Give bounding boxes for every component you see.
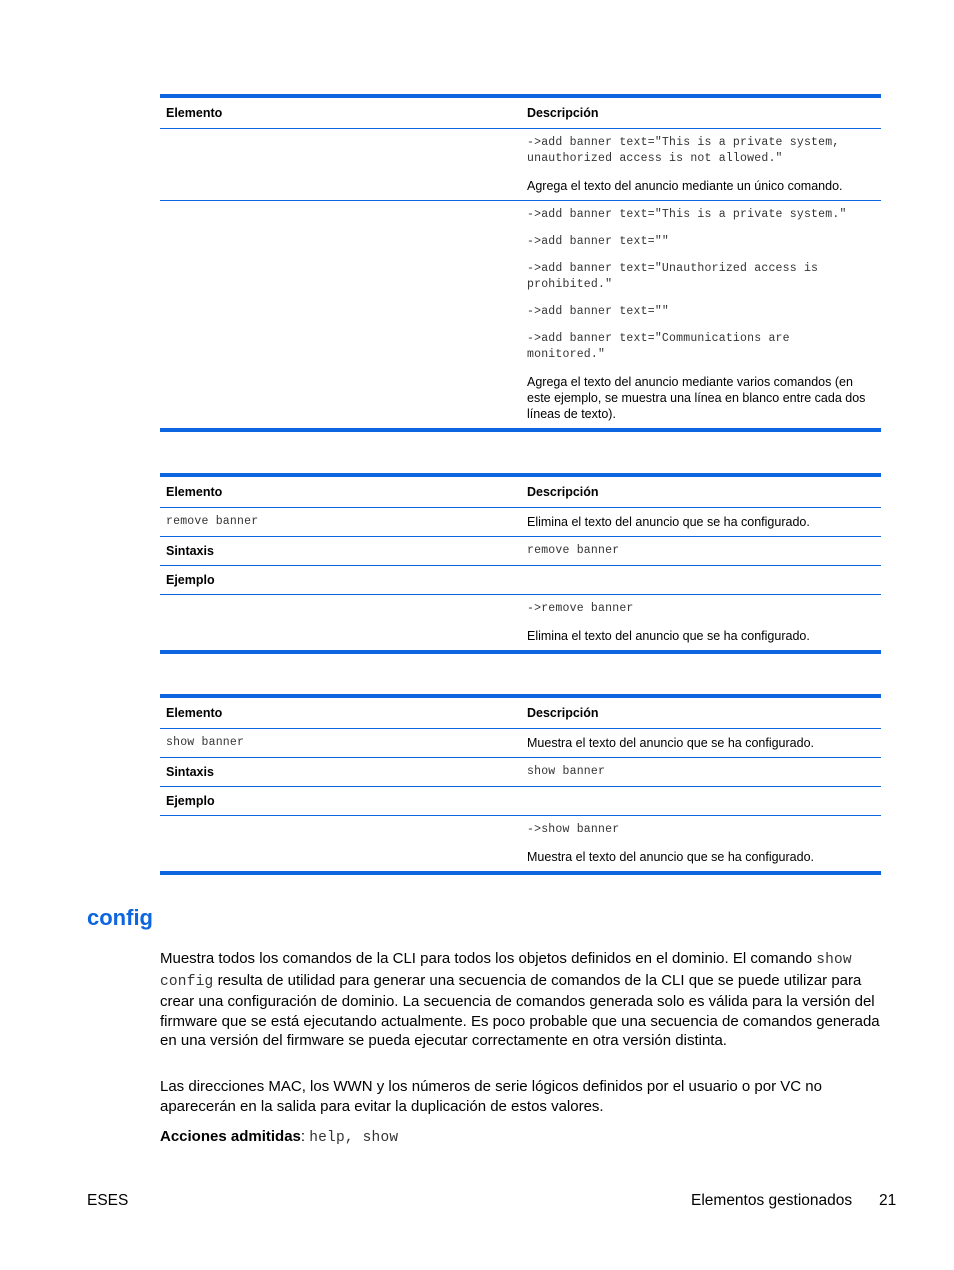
- page-number: 21: [879, 1192, 897, 1209]
- actions-label: Acciones admitidas: [160, 1128, 301, 1145]
- command-cell: show banner: [160, 729, 521, 758]
- table-row: [160, 537, 881, 566]
- command-cell: remove banner: [160, 508, 521, 537]
- code-example: ->show banner: [527, 823, 620, 836]
- example-label: Ejemplo: [160, 787, 521, 816]
- description-cell: [521, 816, 881, 874]
- inline-code: show config: [160, 952, 852, 990]
- header-descripcion: Descripción: [521, 696, 881, 729]
- example-note: Elimina el texto del anuncio que se ha configurado.: [527, 629, 810, 643]
- table-row: [160, 729, 881, 758]
- banner-add-table: [160, 94, 881, 432]
- actions-separator: :: [300, 1128, 310, 1145]
- table-row: [160, 816, 881, 874]
- example-note: Muestra el texto del anuncio que se ha configurado.: [527, 850, 814, 864]
- empty-cell: [160, 595, 521, 653]
- table-row: [160, 508, 881, 537]
- table-row: [160, 787, 881, 816]
- code-example: ->add banner text="This is a private system, unauthorized access is not allowed.": [527, 136, 840, 165]
- syntax-value: show banner: [521, 758, 881, 787]
- syntax-label: Sintaxis: [160, 537, 521, 566]
- section-heading: config: [87, 905, 153, 930]
- empty-cell: [521, 566, 881, 595]
- code-example: ->add banner text="Communications are monitored.": [527, 332, 790, 361]
- table-row: [160, 595, 881, 653]
- example-note: Agrega el texto del anuncio mediante varios comandos (en este ejemplo, se muestra una línea en blanco entre cada dos líneas de texto).: [527, 375, 866, 421]
- table-row: [160, 758, 881, 787]
- header-elemento: Elemento: [160, 96, 521, 129]
- section-paragraph-1: [160, 949, 885, 1051]
- description-cell: [521, 129, 881, 201]
- show-banner-table: [160, 694, 881, 875]
- remove-banner-table: [160, 473, 881, 654]
- command-description: Muestra el texto del anuncio que se ha configurado.: [521, 729, 881, 758]
- section-paragraph-2: Las direcciones MAC, los WWN y los números de serie lógicos definidos por el usuario o por VC no aparecerán en la salida para evitar la duplicación de estos valores.: [160, 1078, 822, 1115]
- footer-locale: ESES: [87, 1192, 129, 1209]
- empty-cell: [160, 816, 521, 874]
- table-row: [160, 129, 881, 201]
- description-cell: [521, 201, 881, 431]
- empty-cell: [521, 787, 881, 816]
- header-descripcion: Descripción: [521, 475, 881, 508]
- table-header-row: [160, 96, 881, 129]
- supported-actions: [160, 1127, 885, 1149]
- example-label: Ejemplo: [160, 566, 521, 595]
- code-example: ->add banner text="": [527, 305, 670, 318]
- header-elemento: Elemento: [160, 475, 521, 508]
- code-example: ->add banner text="": [527, 235, 670, 248]
- table-row: [160, 201, 881, 431]
- paragraph-text: Muestra todos los comandos de la CLI para todos los objetos definidos en el dominio. El comando: [160, 950, 817, 967]
- empty-cell: [160, 201, 521, 431]
- syntax-label: Sintaxis: [160, 758, 521, 787]
- header-descripcion: Descripción: [521, 96, 881, 129]
- paragraph-text: resulta de utilidad para generar una secuencia de comandos de la CLI que se puede utilizar para crear una configuración de dominio. La secuencia de comandos generada solo es válida para la versión del firmware que se está ejecutando actualmente. Es poco probable que una secuencia de comandos generada en una versión del firmware se pueda ejecutar correctamente en otra versión distinta.: [160, 971, 880, 1049]
- table-row: [160, 566, 881, 595]
- example-note: Agrega el texto del anuncio mediante un único comando.: [527, 179, 843, 193]
- syntax-value: remove banner: [521, 537, 881, 566]
- description-cell: [521, 595, 881, 653]
- table-header-row: [160, 696, 881, 729]
- footer-section-name: Elementos gestionados: [691, 1192, 853, 1209]
- actions-value: help, show: [309, 1130, 399, 1146]
- empty-cell: [160, 129, 521, 201]
- code-example: ->add banner text="This is a private system.": [527, 208, 847, 221]
- table-header-row: [160, 475, 881, 508]
- code-example: ->remove banner: [527, 602, 634, 615]
- header-elemento: Elemento: [160, 696, 521, 729]
- command-description: Elimina el texto del anuncio que se ha configurado.: [521, 508, 881, 537]
- code-example: ->add banner text="Unauthorized access is prohibited.": [527, 262, 819, 291]
